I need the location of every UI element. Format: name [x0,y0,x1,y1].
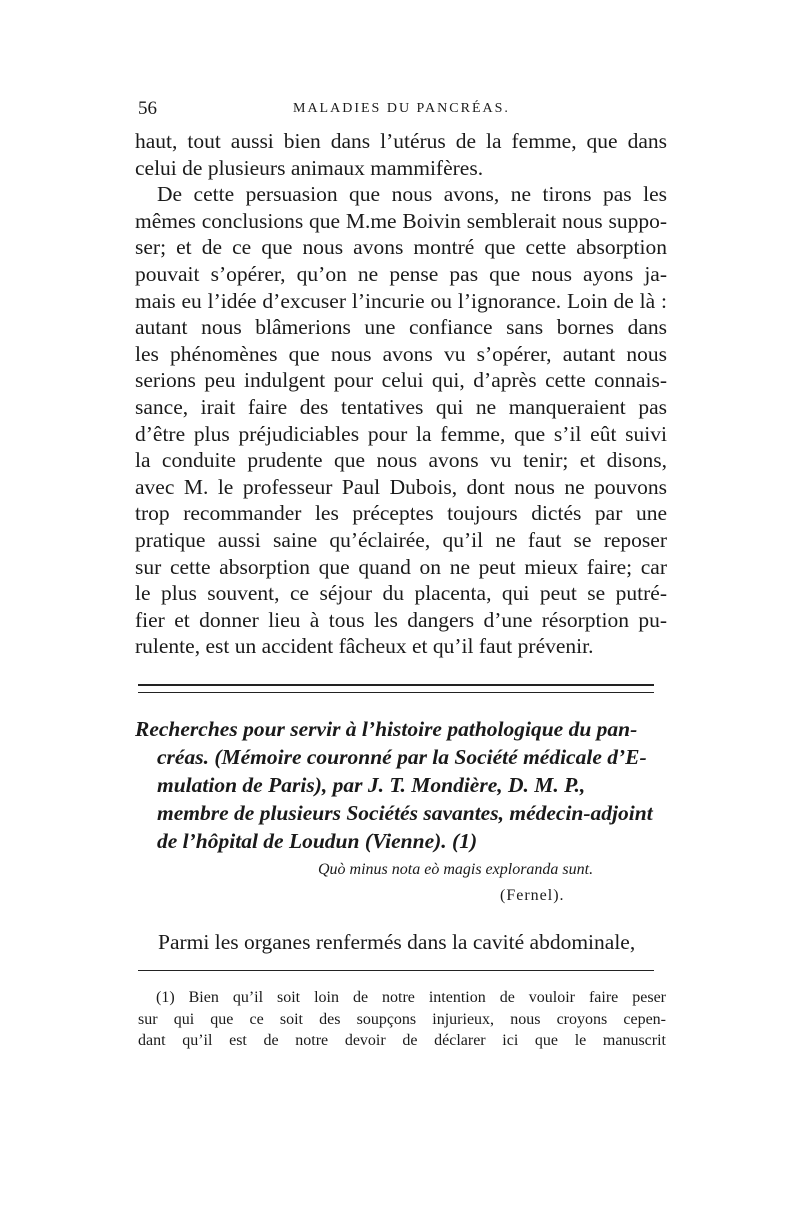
footnote-line: dant qu’il est de notre devoir de déclarer ici que le manuscrit [138,1032,666,1049]
text-line: avec M. le professeur Paul Dubois, dont nous ne pouvons [135,474,667,499]
text-line: trop recommander les préceptes toujours dictés par une [135,501,667,526]
page-header [138,98,666,122]
text-line: mêmes conclusions que M.me Boivin semblerait nous suppo- [135,208,667,233]
title-line: Recherches pour servir à l’histoire pathologique du pan- [135,717,638,741]
text-line: rulente, est un accident fâcheux et qu’il faut prévenir. [135,634,594,659]
epigraph-attribution: (Fernel). [500,887,565,904]
text-line: De cette persuasion que nous avons, ne tirons pas les [157,182,667,207]
title-line: membre de plusieurs Sociétés savantes, médecin-adjoint [157,801,653,825]
section-divider [138,684,654,693]
text-line: pouvait s’opérer, qu’on ne pense pas que nous ayons ja- [135,261,667,286]
text-line: ser; et de ce que nous avons montré que cette absorption [135,235,667,260]
text-line: haut, tout aussi bien dans l’utérus de la femme, que dans [135,129,667,153]
text-line: fier et donner lieu à tous les dangers d’une résorption pu- [135,607,667,632]
text-line: celui de plusieurs animaux mammifères. [135,155,484,180]
text-line: sur cette absorption que quand on ne peut mieux faire; car [135,554,667,579]
text-line: d’être plus préjudiciables pour la femme, que s’il eût suivi [135,421,667,446]
text-line: la conduite prudente que nous avons vu tenir; et disons, [135,448,667,473]
paragraph-1 [135,128,667,181]
text-line: pratique aussi saine qu’éclairée, qu’il ne faut se reposer [135,527,667,552]
footnote-line: sur qui que ce soit des soupçons injurieux, nous croyons cepen- [138,1010,666,1028]
footnote-divider [138,970,654,971]
title-line: créas. (Mémoire couronné par la Société médicale d’E- [157,745,647,769]
text-line: le plus souvent, ce séjour du placenta, qui peut se putré- [135,581,667,606]
page-number: 56 [138,98,157,119]
text-line: sance, irait faire des tentatives qui ne manqueraient pas [135,394,667,419]
footnote-line: (1) Bien qu’il soit loin de notre intention de vouloir faire peser [156,989,666,1006]
text-line: les phénomènes que nous avons vu s’opérer, autant nous [135,341,667,366]
article-title [135,715,667,855]
running-head: MALADIES DU PANCRÉAS. [293,101,510,116]
epigraph: Quò minus nota eò magis exploranda sunt. [318,861,594,878]
text-line: autant nous blâmerions une confiance sans bornes dans [135,315,667,340]
footnote [138,987,666,1052]
text-line: mais eu l’idée d’excuser l’incurie ou l’ignorance. Loin de là : [135,288,667,313]
section-opening-line: Parmi les organes renfermés dans la cavité abdominale, [158,930,636,954]
title-line: de l’hôpital de Loudun (Vienne). (1) [157,829,478,853]
title-line: mulation de Paris), par J. T. Mondière, D. M. P., [157,773,586,797]
main-text [135,128,667,660]
text-line: serions peu indulgent pour celui qui, d’après cette connais- [135,368,667,393]
paragraph-2 [135,181,667,660]
